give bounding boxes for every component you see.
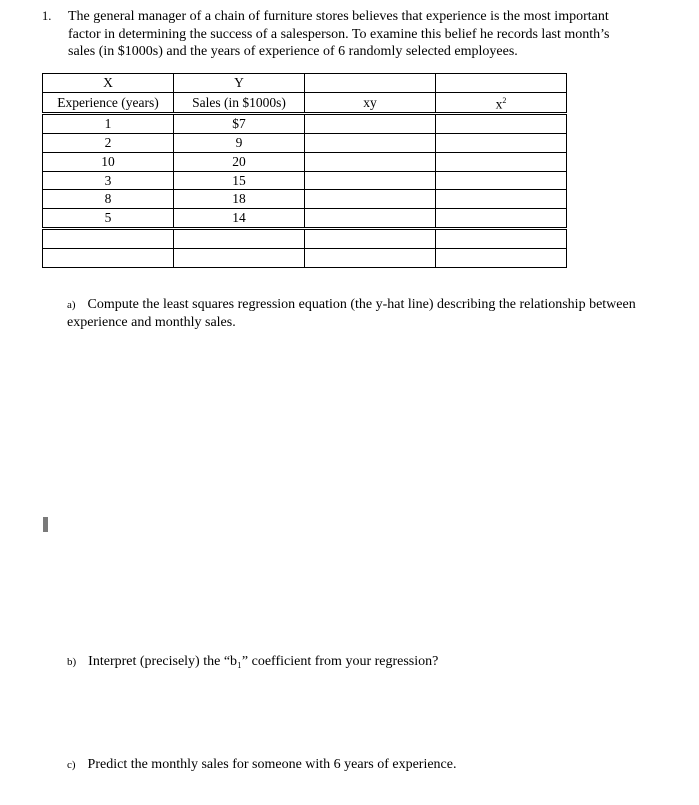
header-blank: [305, 74, 436, 93]
question-line: sales (in $1000s) and the years of experience of 6 randomly selected employees.: [68, 44, 518, 59]
question-line: The general manager of a chain of furniture stores believes that experience is the most important: [68, 9, 609, 24]
part-a-line: Compute the least squares regression equation (the y-hat line) describing the relationship between: [87, 297, 636, 312]
table-row: 10 20: [43, 152, 567, 171]
header-x-squared: $x^2$: [436, 92, 567, 114]
part-a-line: experience and monthly sales.: [67, 315, 236, 330]
header-x: X: [43, 74, 174, 93]
table-row-total: [43, 229, 567, 249]
question-number: 1.: [42, 9, 52, 23]
text-cursor: [43, 517, 48, 532]
table-row: 2 9: [43, 134, 567, 153]
table-row: 1 $7: [43, 114, 567, 134]
header-sales: Sales (in $1000s): [174, 92, 305, 114]
header-xy: xy: [305, 92, 436, 114]
header-row-labels: [43, 92, 567, 114]
part-b-label: b): [67, 656, 77, 668]
header-experience: Experience (years): [43, 92, 174, 114]
part-a-label: a): [67, 299, 76, 311]
part-c-label: c): [67, 759, 76, 771]
header-blank: [436, 74, 567, 93]
question-text: [68, 8, 668, 61]
data-table: [42, 73, 567, 268]
part-c-text: Predict the monthly sales for someone with 6 years of experience.: [87, 757, 457, 772]
table-row-blank: [43, 248, 567, 267]
table-row: 5 14: [43, 209, 567, 229]
part-b-text: Interpret (precisely) the “b₁” coefficient from your regression?: [88, 654, 439, 669]
header-row-variables: [43, 74, 567, 93]
part-b: [67, 653, 438, 671]
table-row: 3 15: [43, 171, 567, 190]
header-y: Y: [174, 74, 305, 93]
part-c: [67, 756, 457, 774]
question-line: factor in determining the success of a salesperson. To examine this belief he records last month’s: [68, 26, 610, 42]
part-a: [67, 296, 636, 332]
table-row: 8 18: [43, 190, 567, 209]
